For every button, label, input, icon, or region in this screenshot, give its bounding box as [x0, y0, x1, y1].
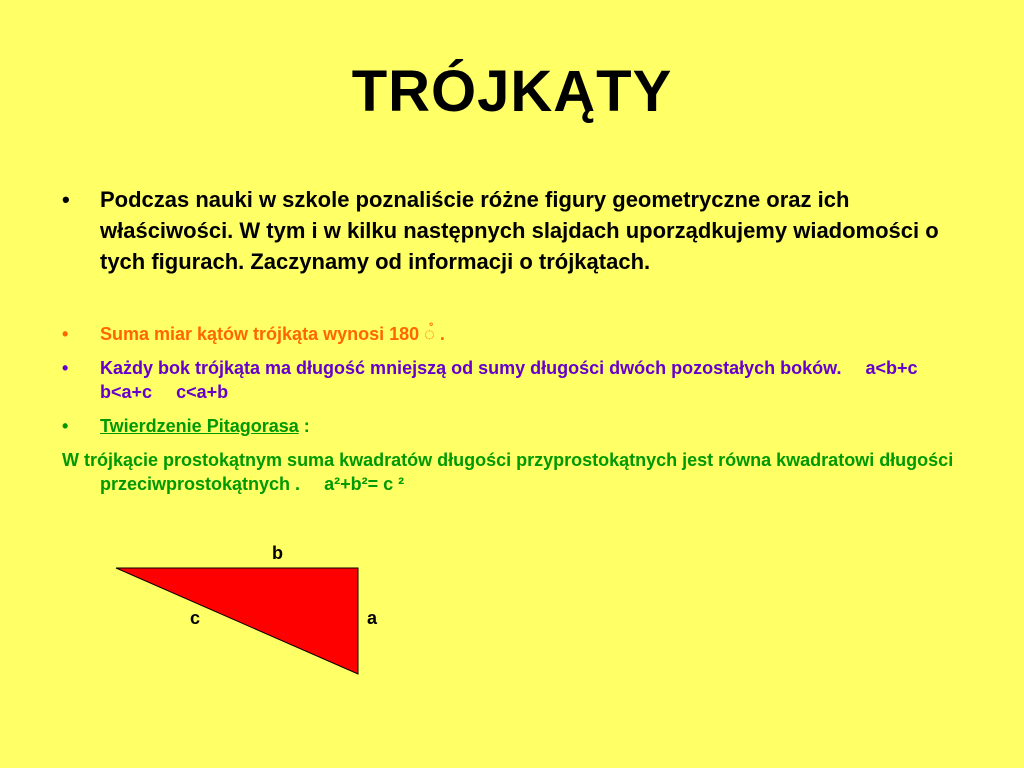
- bullet: •: [62, 358, 69, 378]
- label-a: a: [367, 608, 378, 628]
- inequality-c: c<a+b: [176, 382, 229, 402]
- label-c: c: [190, 608, 201, 628]
- label-b: b: [272, 543, 283, 563]
- pythagoras-formula: a²+b²= c ²: [324, 474, 405, 494]
- bullet: •: [62, 324, 69, 344]
- pythagoras-statement-text: W trójkącie prostokątnym suma kwadratów długości przyprostokątnych jest równa kwadratowi długości przeciwprostokątnych .: [62, 450, 954, 494]
- bullet: •: [62, 187, 70, 212]
- inequality-a: a<b+c: [865, 358, 918, 378]
- slide-title: TRÓJKĄTY: [351, 59, 673, 124]
- pythagoras-link[interactable]: Twierdzenie Pitagorasa: [100, 416, 299, 436]
- angle-sum-tail: .: [439, 324, 445, 344]
- pythagoras-colon: :: [303, 416, 310, 436]
- intro-text: Podczas nauki w szkole poznaliście różne figury geometryczne oraz ich właściwości. W tym i w kilku następnych slajdach uporządkujemy wiadomości o tych figurach. Zaczynamy od informacji o trójkątach.: [100, 187, 939, 274]
- inequality-b: b<a+c: [100, 382, 153, 402]
- side-rule-text: Każdy bok trójkąta ma długość mniejszą od sumy długości dwóch pozostałych boków.: [100, 358, 842, 378]
- angle-sum-text: Suma miar kątów trójkąta wynosi 180: [100, 324, 420, 344]
- triangle-shape: [116, 568, 358, 674]
- bullet: •: [62, 416, 69, 436]
- degree-symbol: ◌̊: [424, 324, 435, 344]
